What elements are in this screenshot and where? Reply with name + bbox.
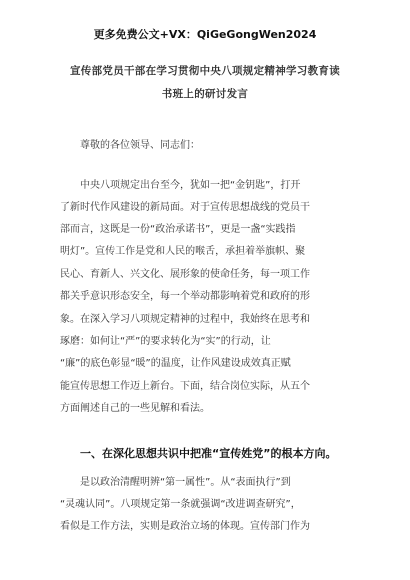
paragraph-line: “廉”的底色彰显“暖”的温度，让作风建设成效真正赋: [60, 358, 291, 369]
section-line: “灵魂认同”。八项规定第一条就强调“改进调查研究”，: [60, 499, 301, 510]
paragraph-line: 能宣传思想工作迈上新台。下面，结合岗位实际，从五个: [60, 381, 310, 392]
paragraph-line: 明灯”。宣传工作是党和人民的喉舌，承担着举旗帜、聚: [60, 246, 306, 257]
promo-header: 更多免费公文+VX：QiGeGongWen2024: [93, 28, 317, 41]
paragraph-line: 方面阐述自己的一些见解和看法。: [60, 403, 210, 414]
paragraph-line: 民心、育新人、兴文化、展形象的使命任务，每一项工作: [60, 269, 310, 280]
paragraph-line: 象。在深入学习八项规定精神的过程中，我始终在思考和: [60, 314, 310, 325]
section-heading: 一、在深化思想共识中把准“宣传姓党”的根本方向。: [80, 447, 337, 460]
paragraph-line: 中央八项规定出台至今，犹如一把“金钥匙”，打开: [80, 180, 301, 191]
paragraph-line: 琢磨：如何让“严”的要求转化为“实”的行动，让: [60, 336, 271, 347]
paragraph-line: 了新时代作风建设的新局面。对于宣传思想战线的党员干: [60, 202, 310, 213]
paragraph-line: 都关乎意识形态安全，每一个举动都影响着党和政府的形: [60, 291, 310, 302]
salutation: 尊敬的各位领导、同志们：: [80, 140, 200, 151]
document-title-line-1: 宣传部党员干部在学习贯彻中央八项规定精神学习教育读: [70, 65, 340, 77]
section-line: 看似是工作方法，实则是政治立场的体现。宣传部门作为: [60, 521, 310, 532]
document-title-line-2: 书班上的研讨发言: [161, 88, 249, 100]
paragraph-line: 部而言，这既是一份“政治承诺书”，更是一盏“实践指: [60, 224, 296, 235]
section-line: 是以政治清醒明辨“第一属性”。从“表面执行”到: [80, 477, 291, 488]
